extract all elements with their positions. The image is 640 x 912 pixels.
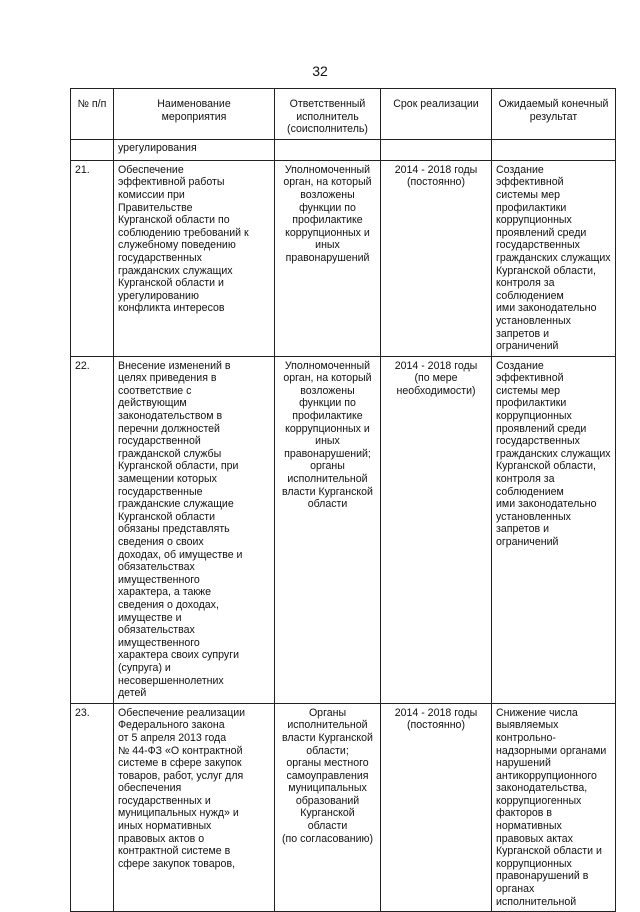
action-plan-table	[70, 88, 616, 912]
cell-number: 23.	[71, 703, 114, 912]
cell-measure-name: Внесение изменений в целях приведения в соответствие с действующим законодательством в перечни должностей государственной гражданской службы Курганской области, при замещении которых государственные гражданские служащие Курганской области обязаны представлять сведения о своих доходах, об имуществе и обязательствах имущественного характера, а также сведения о доходах, имуществе и обязательствах имущественного характера своих супруги (супруга) и несовершеннолетних детей	[114, 356, 275, 703]
header-expected-result: Ожидаемый конечный результат	[492, 89, 616, 140]
cell-expected-result: Создание эффективной системы мер профилактики коррупционных проявлений среди государственных гражданских служащих Курганской области, контроля за соблюдением ими законодательно установленных запретов и ограничений	[492, 356, 616, 703]
cell-executor	[275, 139, 381, 160]
cell-executor: Уполномоченный орган, на который возложены функции по профилактике коррупционных и иных правонарушений	[275, 160, 381, 356]
cell-expected-result: Снижение числа выявляемых контрольно- надзорными органами нарушений антикоррупционного законодательства, коррупциогенных факторов в нормативных правовых актах Курганской области и коррупционных правонарушений в органах исполнительной	[492, 703, 616, 912]
cell-executor: Органы исполнительной власти Курганской области; органы местного самоуправления муниципальных образований Курганской области (по согласованию)	[275, 703, 381, 912]
header-executor: Ответственный исполнитель (соисполнитель)	[275, 89, 381, 140]
table-row-continuation	[71, 139, 616, 160]
cell-measure-name: Обеспечение реализации Федерального закона от 5 апреля 2013 года № 44-ФЗ «О контрактной системе в сфере закупок товаров, работ, услуг для обеспечения государственных и муниципальных нужд» и иных нормативных правовых актов о контрактной системе в сфере закупок товаров,	[114, 703, 275, 912]
cell-term: 2014 - 2018 годы (постоянно)	[381, 703, 492, 912]
cell-measure-name: урегулирования	[114, 139, 275, 160]
header-measure-name: Наименование мероприятия	[114, 89, 275, 140]
cell-expected-result: Создание эффективной системы мер профилактики коррупционных проявлений среди государственных гражданских служащих Курганской области, контроля за соблюдением ими законодательно установленных запретов и ограничений	[492, 160, 616, 356]
table-header-row	[71, 89, 616, 140]
cell-measure-name: Обеспечение эффективной работы комиссии при Правительстве Курганской области по соблюдению требований к служебному поведению государственных гражданских служащих Курганской области и урегулированию конфликта интересов	[114, 160, 275, 356]
cell-term: 2014 - 2018 годы (по мере необходимости)	[381, 356, 492, 703]
cell-expected-result	[492, 139, 616, 160]
header-number: № п/п	[71, 89, 114, 140]
cell-number: 22.	[71, 356, 114, 703]
cell-number: 21.	[71, 160, 114, 356]
cell-number	[71, 139, 114, 160]
table-row	[71, 356, 616, 703]
table-row	[71, 160, 616, 356]
cell-executor: Уполномоченный орган, на который возложены функции по профилактике коррупционных и иных правонарушений; органы исполнительной власти Курганской области	[275, 356, 381, 703]
header-term: Срок реализации	[381, 89, 492, 140]
cell-term	[381, 139, 492, 160]
table-row	[71, 703, 616, 912]
cell-term: 2014 - 2018 годы (постоянно)	[381, 160, 492, 356]
page-number: 32	[312, 63, 328, 79]
